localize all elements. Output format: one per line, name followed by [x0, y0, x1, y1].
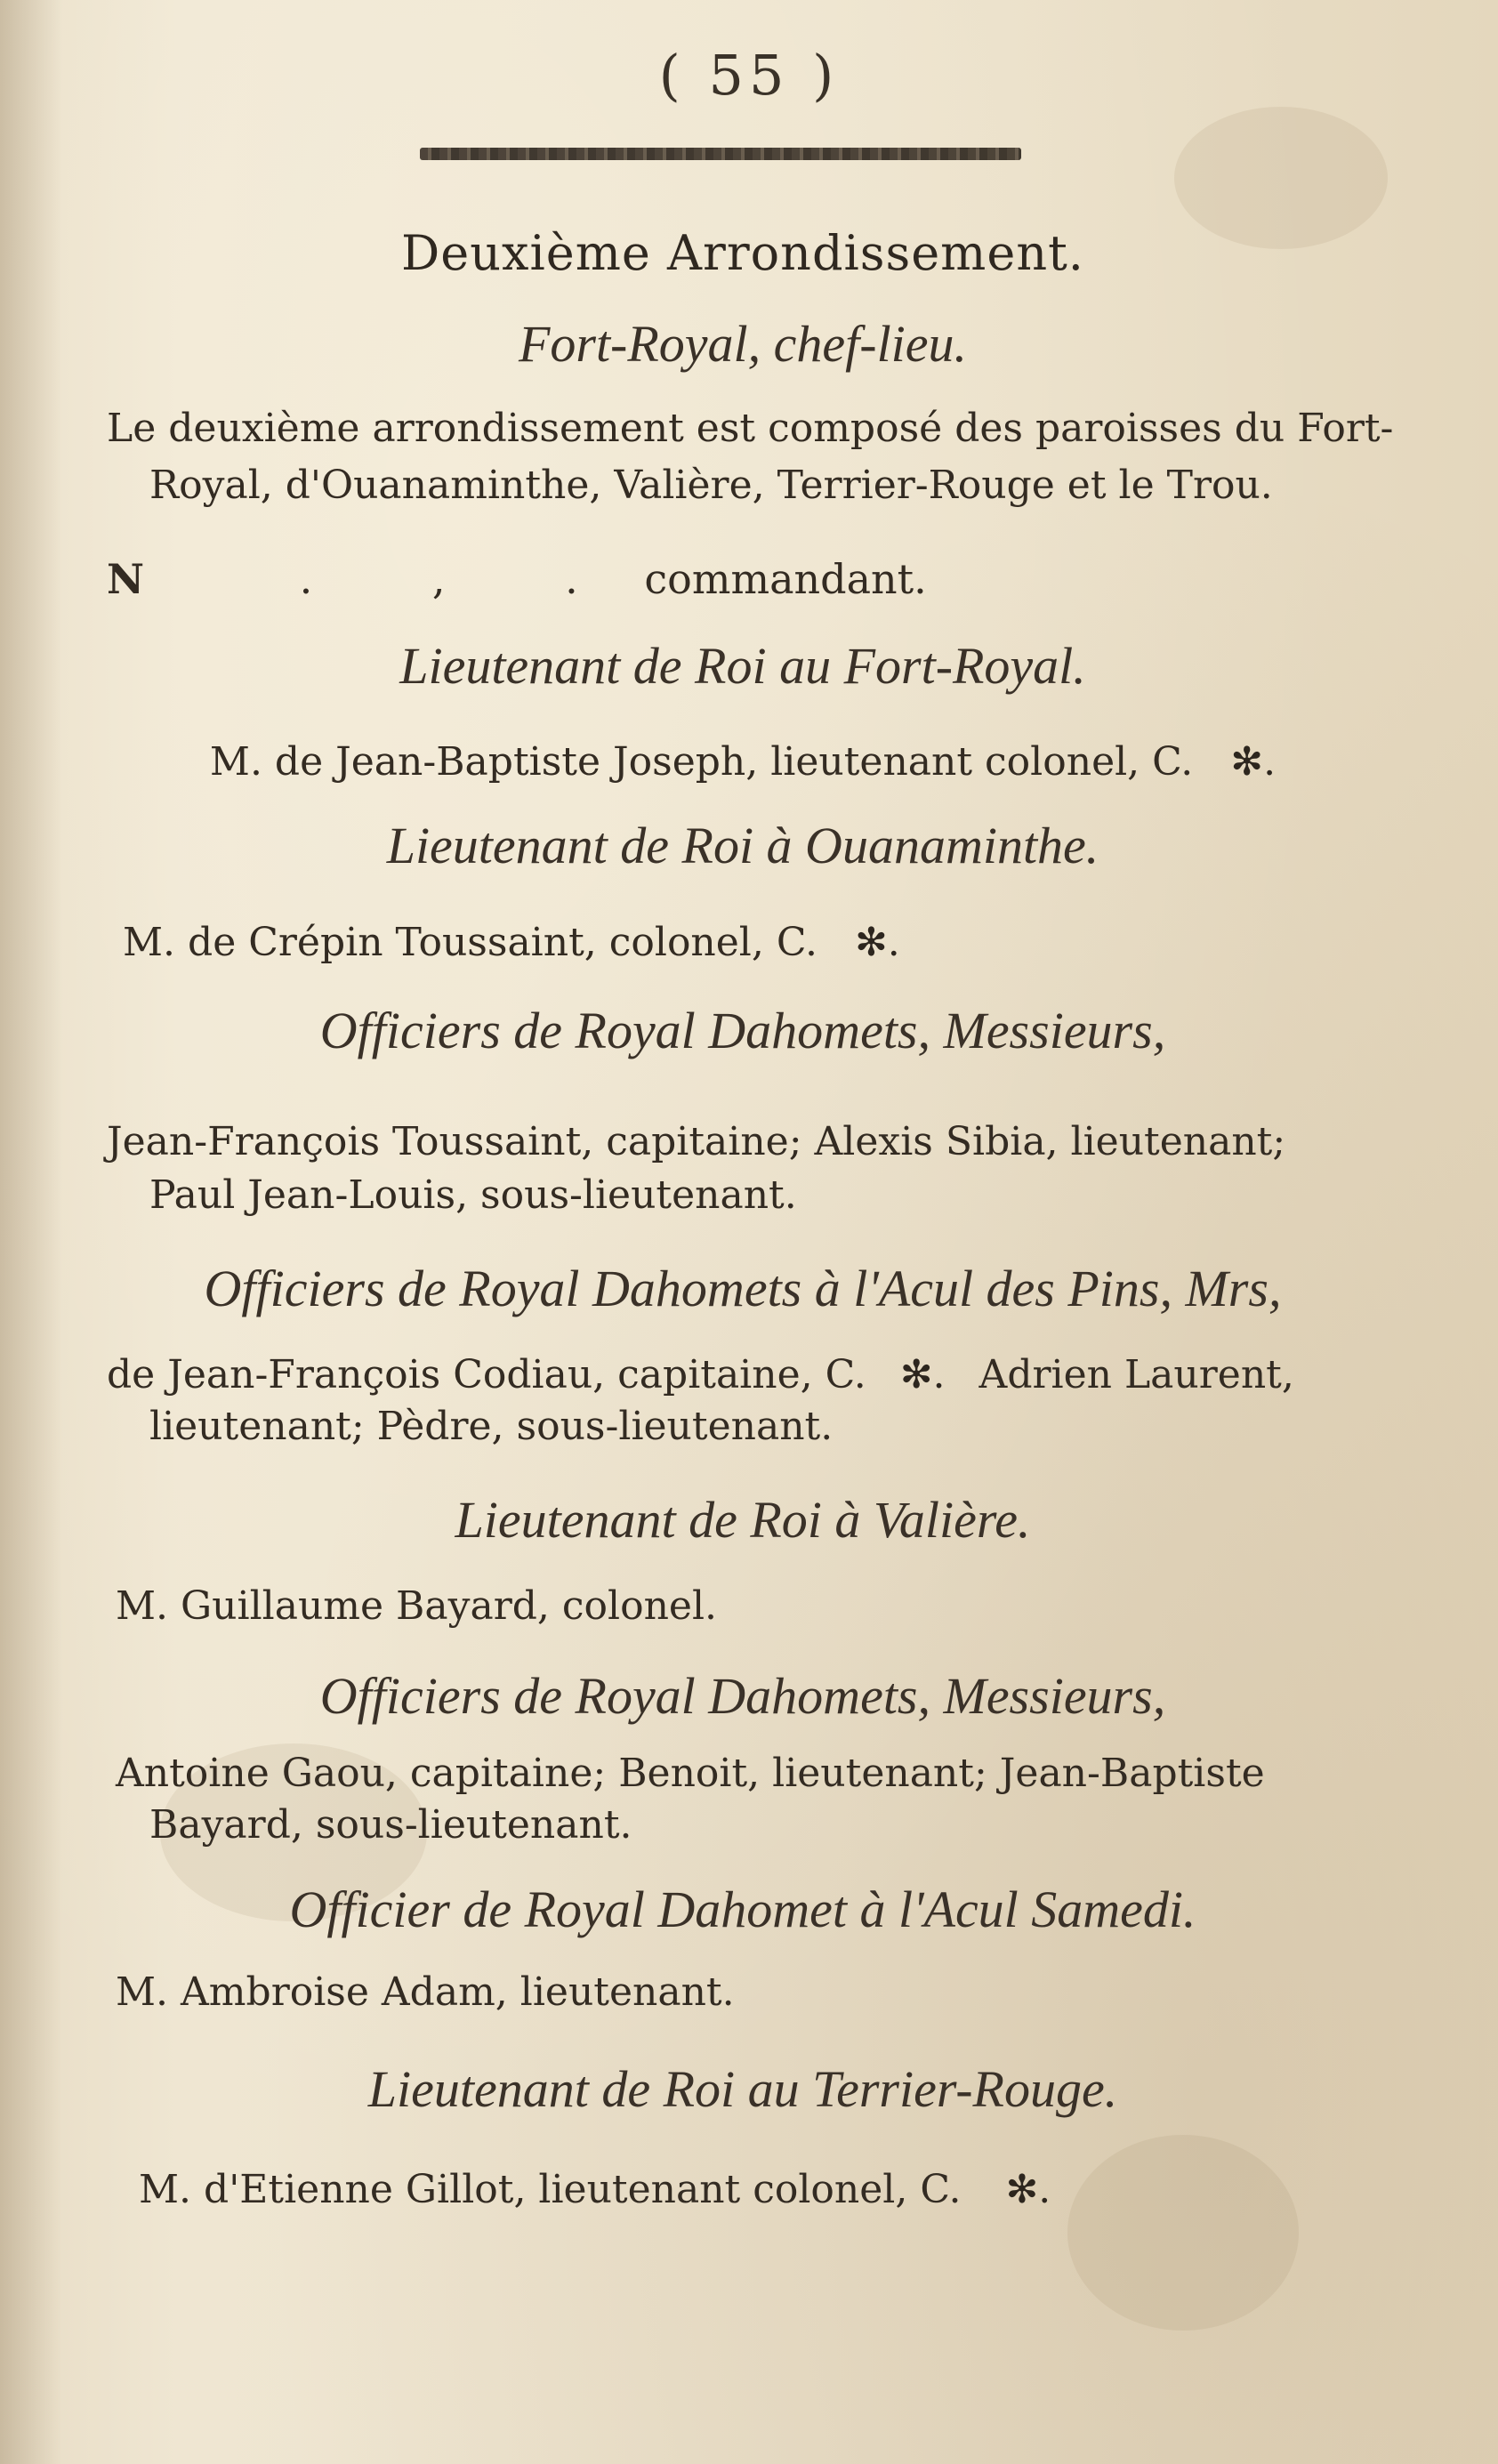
arrondissement-title: Deuxième Arrondissement. [401, 225, 1084, 281]
entry-text: M. d'Etienne Gillot, lieutenant colonel, C. [139, 2167, 962, 2212]
chef-lieu-subtitle: Fort-Royal, chef-lieu. [518, 315, 968, 373]
section-entry-line [107, 739, 1379, 785]
intro-line-1: Le deuxième arrondissement est composé des paroisses du Fort- [107, 406, 1394, 451]
section-heading: Officier de Royal Dahomet à l'Acul Samedi. [289, 1880, 1196, 1938]
commandant-line [107, 555, 1379, 603]
section-entry-line: M. Guillaume Bayard, colonel. [116, 1583, 718, 1629]
section-entry-line [107, 920, 1395, 965]
section-entry-line [107, 1352, 1379, 1397]
entry-text: M. de Jean-Baptiste Joseph, lieutenant colonel, C. [209, 739, 1194, 785]
cross-of-order-icon: ✻. [854, 920, 900, 965]
commandant-title: commandant. [644, 555, 927, 603]
section-heading: Officiers de Royal Dahomets, Messieurs, [319, 1667, 1166, 1725]
section-heading: Lieutenant de Roi à Ouanaminthe. [386, 817, 1099, 874]
page-number: ( 55 ) [658, 43, 840, 108]
cross-of-order-icon: ✻. [899, 1352, 946, 1397]
section-entry-line: Jean-François Toussaint, capitaine; Alexis Sibia, lieutenant; [107, 1119, 1286, 1164]
section-entry-line: Bayard, sous-lieutenant. [149, 1802, 632, 1848]
section-heading: Lieutenant de Roi au Terrier-Rouge. [367, 2060, 1118, 2118]
paper-stain [1174, 107, 1388, 249]
header-rule [420, 148, 1021, 160]
section-entry-line [107, 2167, 1411, 2212]
section-entry-line: lieutenant; Pèdre, sous-lieutenant. [149, 1404, 834, 1449]
cross-of-order-icon: ✻. [1230, 739, 1277, 785]
section-heading: Officiers de Royal Dahomets à l'Acul des Pins, Mrs, [204, 1260, 1282, 1317]
section-heading: Lieutenant de Roi au Fort-Royal. [399, 637, 1086, 695]
cross-of-order-icon: ✻. [1005, 2167, 1051, 2212]
entry-text: de Jean-François Codiau, capitaine, C. [107, 1352, 866, 1397]
intro-line-2: Royal, d'Ouanaminthe, Valière, Terrier-Rouge et le Trou. [149, 463, 1273, 508]
paper-stain [1067, 2135, 1299, 2331]
entry-text: M. de Crépin Toussaint, colonel, C. [123, 920, 817, 965]
spine-shadow [0, 0, 62, 2464]
commandant-dots: . , . [299, 555, 632, 603]
section-entry-line: Paul Jean-Louis, sous-lieutenant. [149, 1172, 797, 1218]
section-entry-line: Antoine Gaou, capitaine; Benoit, lieutenant; Jean-Baptiste [116, 1751, 1265, 1796]
entry-text-continued: Adrien Laurent, [979, 1352, 1294, 1397]
section-heading: Lieutenant de Roi à Valière. [455, 1491, 1031, 1549]
section-entry-line: M. Ambroise Adam, lieutenant. [116, 1969, 735, 2015]
commandant-initial: N [107, 555, 145, 603]
section-heading: Officiers de Royal Dahomets, Messieurs, [319, 1002, 1166, 1059]
